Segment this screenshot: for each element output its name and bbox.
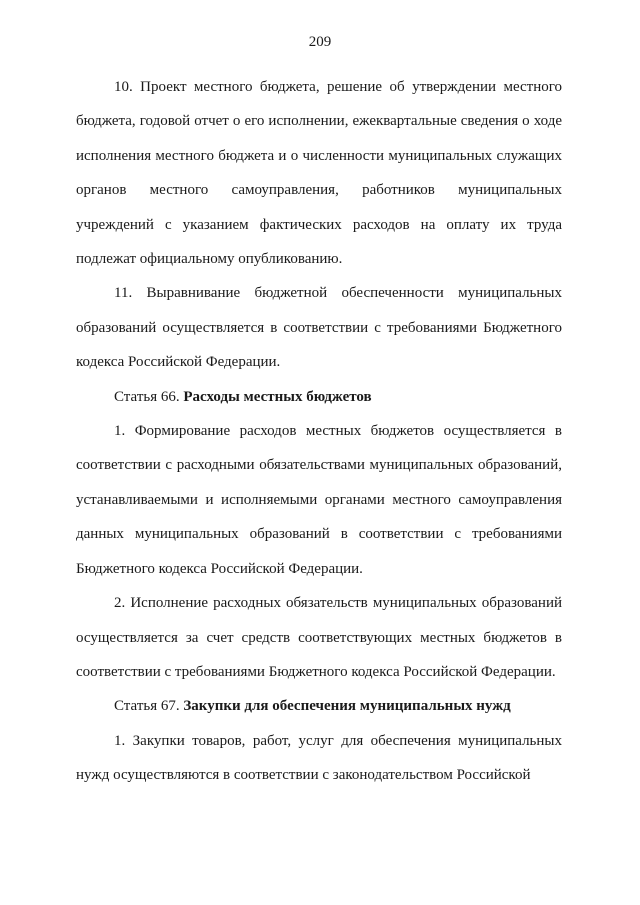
article-67-heading — [76, 689, 562, 723]
paragraph-11: 11. Выравнивание бюджетной обеспеченности муниципальных образований осуществляется в соответствии с требованиями Бюджетного кодекса Российской Федерации. — [76, 285, 562, 371]
article-66-label: Статья 66. — [114, 388, 184, 405]
article-66-heading — [76, 380, 562, 414]
article-66-title: Расходы местных бюджетов — [183, 388, 372, 405]
paragraph-10: 10. Проект местного бюджета, решение об утверждении местного бюджета, годовой отчет о его исполнении, ежеквартальные сведения о ходе исполнения местного бюджета и о численности муниципальных служащих органов местного самоуправления, работников муниципальных учреждений с указанием фактических расходов на оплату их труда подлежат официальному опубликованию. — [76, 79, 562, 268]
document-body — [76, 70, 562, 793]
article-67-paragraph-1: 1. Закупки товаров, работ, услуг для обеспечения муниципальных нужд осуществляются в соответствии с законодательством Российской — [76, 732, 562, 784]
article-67-title: Закупки для обеспечения муниципальных нужд — [183, 698, 511, 715]
article-66-paragraph-1: 1. Формирование расходов местных бюджетов осуществляется в соответствии с расходными обязательствами муниципальных образований, устанавливаемыми и исполняемыми органами местного самоуправления данных муниципальных образований в соответствии с требованиями Бюджетного кодекса Российской Федерации. — [76, 423, 562, 577]
article-67-label: Статья 67. — [114, 698, 184, 715]
page-number: 209 — [308, 34, 332, 50]
article-66-paragraph-2: 2. Исполнение расходных обязательств муниципальных образований осуществляется за счет средств соответствующих местных бюджетов в соответствии с требованиями Бюджетного кодекса Российской Федерации. — [76, 595, 562, 680]
